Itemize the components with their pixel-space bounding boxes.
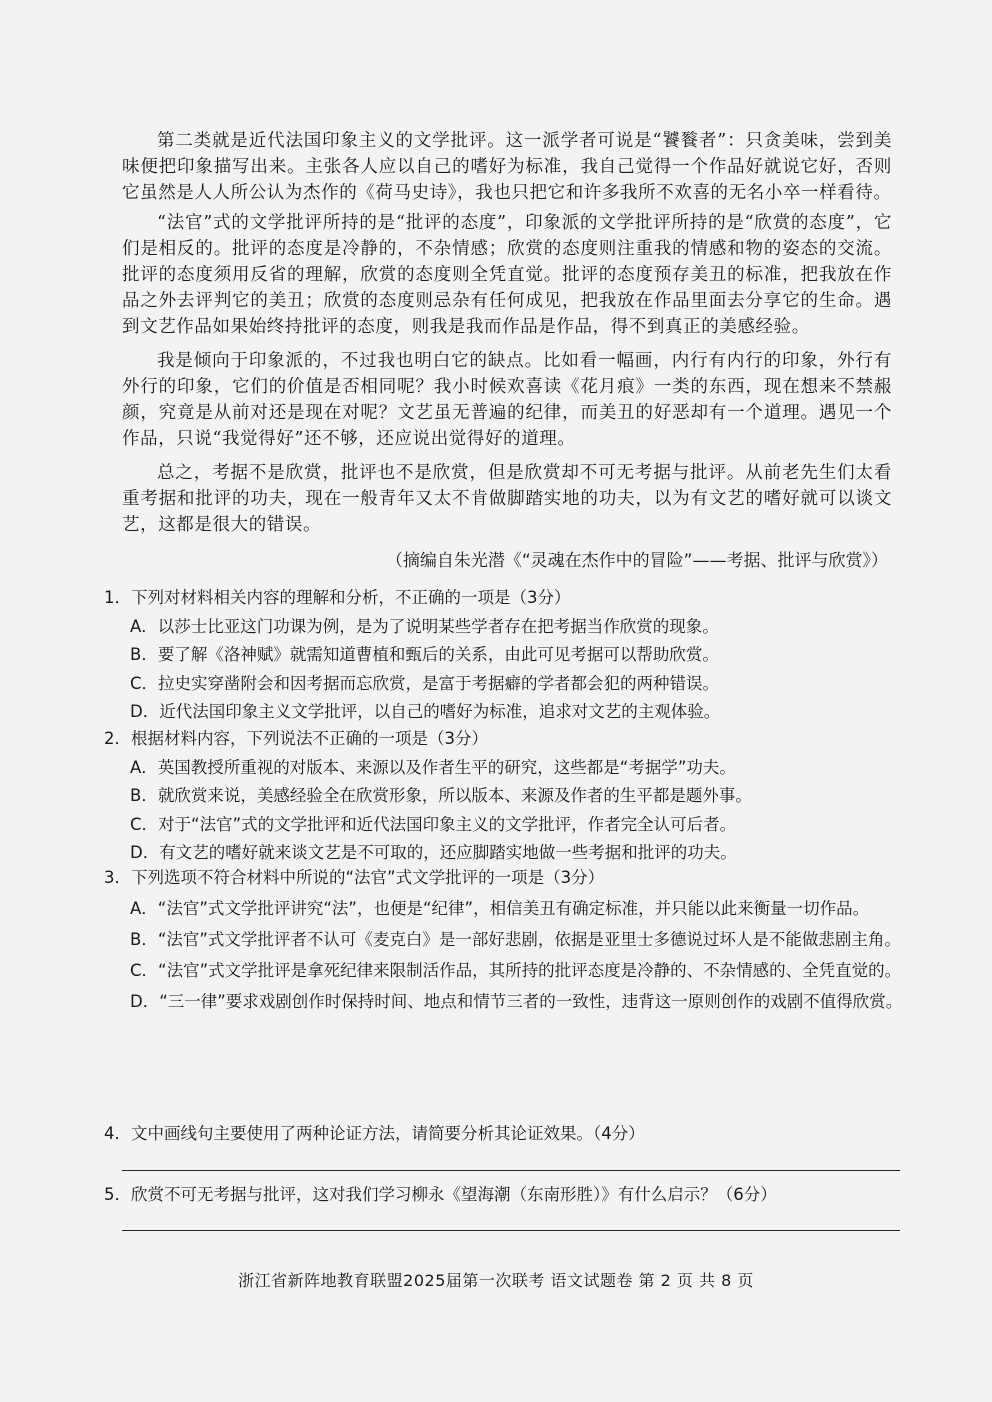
option-a: A．以莎士比亚这门功课为例，是为了说明某些学者存在把考据当作欣赏的现象。 <box>130 616 719 636</box>
passage-paragraph-4: 总之，考据不是欣赏，批评也不是欣赏，但是欣赏却不可无考据与批评。从前老先生们太看重考据和批评的功夫，现在一般青年又太不肯做脚踏实地的功夫，以为有文艺的嗜好就可以谈文艺，这都是很大的错误。 <box>122 463 892 535</box>
passage-paragraph-3: 我是倾向于印象派的，不过我也明白它的缺点。比如看一幅画，内行有内行的印象，外行有外行的印象，它们的价值是否相同呢？我小时候欢喜读《花月痕》一类的东西，现在想来不禁赧颜，究竟是从前对还是现在对呢？文艺虽无普遍的纪律，而美丑的好恶却有一个道理。遇见一个作品，只说“我觉得好”还不够，还应说出觉得好的道理。 <box>122 351 892 449</box>
question-stem: 2．根据材料内容，下列说法不正确的一项是（3分） <box>104 729 488 748</box>
option-a: A．英国教授所重视的对版本、来源以及作者生平的研究，这些都是“考据学”功夫。 <box>130 757 736 777</box>
option-b: B．就欣赏来说，美感经验全在欣赏形象，所以版本、来源及作者的生平都是题外事。 <box>130 786 752 805</box>
question-5 <box>104 1181 904 1210</box>
answer-line-q5[interactable] <box>122 1230 900 1231</box>
question-stem: 1．下列对材料相关内容的理解和分析，不正确的一项是（3分） <box>104 588 571 607</box>
option-b: B．“法官”式文学批评者不认可《麦克白》是一部好悲剧，依据是亚里士多德说过坏人是不能做悲剧主角。 <box>130 929 901 949</box>
passage-source: （摘编自朱光潜《“灵魂在杰作中的冒险”——考据、批评与欣赏》） <box>385 551 888 571</box>
passage-paragraph-2: “法官”式的文学批评所持的是“批评的态度”，印象派的文学批评所持的是“欣赏的态度”，它们是相反的。批评的态度是冷静的，不杂情感；欣赏的态度则注重我的情感和物的姿态的交流。批评的态度须用反省的理解，欣赏的态度则全凭直觉。批评的态度预存美丑的标准，把我放在作品之外去评判它的美丑；欣赏的态度则忌杂有任何成见，把我放在作品里面去分享它的生命。遇到文艺作品如果始终持批评的态度，则我是我而作品是作品，得不到真正的美感经验。 <box>122 213 892 337</box>
option-c: C．“法官”式文学批评是拿死纪律来限制活作品，其所持的批评态度是冷静的、不杂情感的、全凭直觉的。 <box>130 960 902 980</box>
option-d: D．有文艺的嗜好就来谈文艺是不可取的，还应脚踏实地做一些考据和批评的功夫。 <box>130 843 737 862</box>
question-1 <box>104 584 904 727</box>
question-3 <box>104 864 904 1017</box>
question-2 <box>104 725 904 868</box>
option-d: D．近代法国印象主义文学批评，以自己的嗜好为标准，追求对文艺的主观体验。 <box>130 702 721 721</box>
answer-line-q4[interactable] <box>122 1170 900 1171</box>
passage-paragraph-1: 第二类就是近代法国印象主义的文学批评。这一派学者可说是“饕餮者”：只贪美味，尝到美味便把印象描写出来。主张各人应以自己的嗜好为标准，我自己觉得一个作品好就说它好，否则它虽然是人人所公认为杰作的《荷马史诗》，我也只把它和许多我所不欢喜的无名小卒一样看待。 <box>122 131 892 203</box>
option-d: D．“三一律”要求戏剧创作时保持时间、地点和情节三者的一致性，违背这一原则创作的戏剧不值得欣赏。 <box>130 991 903 1011</box>
question-stem: 4．文中画线句主要使用了两种论证方法，请简要分析其论证效果。（4分） <box>104 1124 645 1143</box>
question-stem: 5．欣赏不可无考据与批评，这对我们学习柳永《望海潮（东南形胜）》有什么启示？（6分） <box>104 1185 777 1204</box>
option-c: C．对于“法官”式的文学批评和近代法国印象主义的文学批评，作者完全认可后者。 <box>130 814 737 834</box>
option-b: B．要了解《洛神赋》就需知道曹植和甄后的关系，由此可见考据可以帮助欣赏。 <box>130 645 719 664</box>
option-a: A．“法官”式文学批评讲究“法”，也便是“纪律”，相信美丑有确定标准，并只能以此来衡量一切作品。 <box>130 898 870 918</box>
question-stem: 3．下列选项不符合材料中所说的“法官”式文学批评的一项是（3分） <box>104 868 605 887</box>
option-c: C．拉史实穿凿附会和因考据而忘欣赏，是富于考据癖的学者都会犯的两种错误。 <box>130 673 720 693</box>
question-4 <box>104 1120 904 1149</box>
page-footer: 浙江省新阵地教育联盟2025届第一次联考 语文试题卷 第 2 页 共 8 页 <box>238 1271 754 1290</box>
